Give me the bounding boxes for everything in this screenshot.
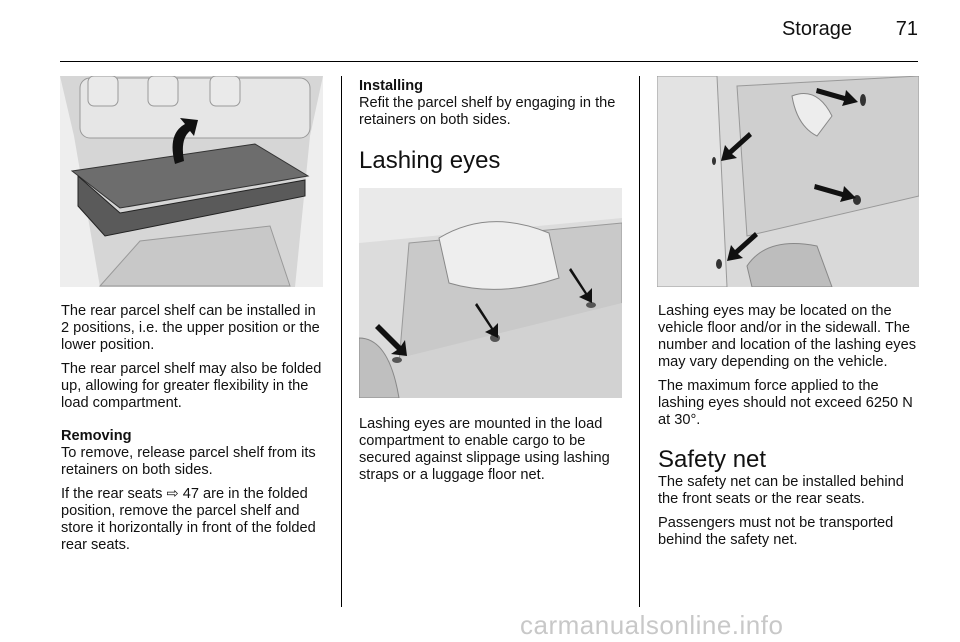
paragraph: The safety net can be installed behind the front seats or the rear seats. [658,474,904,507]
paragraph: Refit the parcel shelf by engaging in the retainers on both sides. [359,95,616,128]
paragraph: Lashing eyes are mounted in the load compartment to enable cargo to be secured against slippage using lashing straps or a luggage floor net. [359,416,610,483]
section-title: Safety net [658,446,767,473]
column-divider-2 [639,76,640,607]
paragraph: The rear parcel shelf can be installed in 2 positions, i.e. the upper position or the lower position. [61,303,320,353]
column-1 [61,303,327,561]
paragraph: The rear parcel shelf may also be folded up, allowing for greater flexibility in the load compartment. [61,361,322,411]
paragraph: Passengers must not be transported behind the safety net. [658,515,894,548]
cross-reference-icon[interactable]: ⇨ [166,486,179,502]
text-run: 47 are in the folded position, remove the parcel shelf and store it horizontally in front of the folded rear seats. [61,486,316,553]
column-2-lower [359,416,625,491]
paragraph: To remove, release parcel shelf from its retainers on both sides. [61,445,316,478]
parcel-shelf-illustration [60,76,323,287]
section-heading: Installing [359,78,424,94]
watermark: carmanualsonline.info [520,610,784,640]
lashing-eyes-floor-illustration [359,188,622,398]
text-run: If the rear seats [61,486,167,502]
column-divider-1 [341,76,342,607]
header-rule [60,61,918,62]
section-title: Lashing eyes [359,147,501,174]
paragraph: The maximum force applied to the lashing eyes should not exceed 6250 N at 30°. [658,378,913,428]
paragraph: Lashing eyes may be located on the vehicle floor and/or in the sidewall. The number and location of the lashing eyes may vary depending on the vehicle. [658,303,916,370]
paragraph [61,486,327,554]
column-2 [359,78,625,175]
page-number: 71 [895,18,918,40]
column-3 [658,303,926,556]
page-header-title: Storage [781,18,852,40]
lashing-eyes-sidewall-illustration [657,76,919,287]
section-heading: Removing [61,428,132,444]
